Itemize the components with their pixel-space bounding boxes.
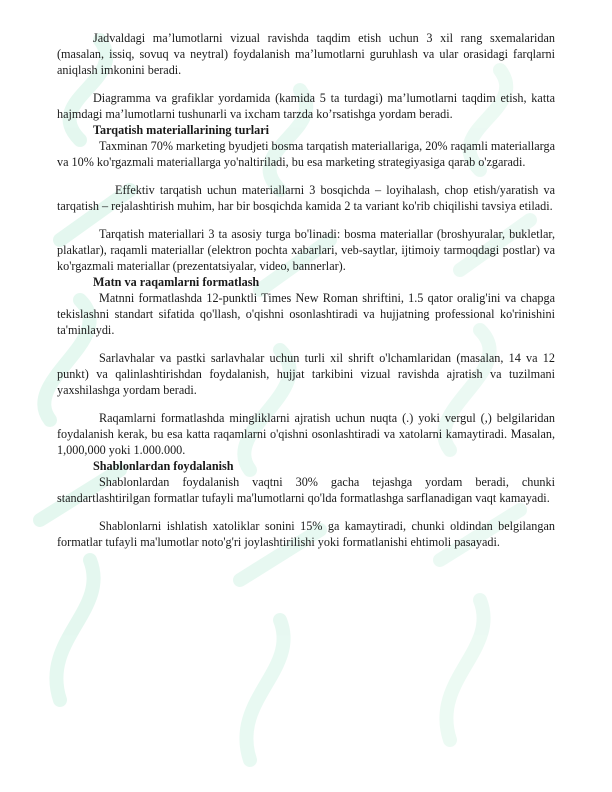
heading-handout-types: Tarqatish materiallarining turlari	[93, 123, 270, 137]
heading-text-number-formatting: Matn va raqamlarni formatlash	[93, 275, 260, 289]
paragraph-heading-sizes: Sarlavhalar va pastki sarlavhalar uchun turli xil shrift o'lchamlaridan (masalan, 14 va 12 punkt) va qalinlashtirishdan foydalanish, hujjat tarkibini vizual ravishda ajratish va tuzilmani yaxshilashga yordam beradi.	[57, 351, 555, 397]
heading-templates: Shablonlardan foydalanish	[93, 459, 234, 473]
paragraph-material-types: Tarqatish materiallari 3 ta asosiy turga bo'linadi: bosma materiallar (broshyuralar, bukletlar, plakatlar), raqamli materiallar (elektron pochta xabarlari, veb-saytlar, ijtimoiy tarmoqdagi postlar) va ko'rgazmali materiallar (prezentatsiyalar, video, bannerlar).	[57, 227, 555, 273]
paragraph-color-schemes: Jadvaldagi ma’lumotlarni vizual ravishda taqdim etish uchun 3 xil rang sxemalaridan (masalan, issiq, sovuq va neytral) foydalanish ma’lumotlarni guruhlash va ular orasidagi farqlarni aniqlash imkonini beradi.	[57, 31, 555, 77]
paragraph-marketing-budget: Taxminan 70% marketing byudjeti bosma tarqatish materiallariga, 20% raqamli materiallarga va 10% ko'rgazmali materiallarga yo'naltiriladi, bu esa marketing strategiyasiga qarab o'zgaradi.	[57, 139, 555, 169]
paragraph-distribution-stages: Effektiv tarqatish uchun materiallarni 3 bosqichda – loyihalash, chop etish/yaratish va tarqatish – rejalashtirish muhim, har bir bosqichda kamida 2 ta variant ko'rib chiqilishi tavsiya etiladi.	[57, 183, 555, 213]
paragraph-templates-time: Shablonlardan foydalanish vaqtni 30% gacha tejashga yordam beradi, chunki standartlashtirilgan formatlar tufayli ma'lumotlarni qo'lda formatlashga sarflanadigan vaqt kamayadi.	[57, 475, 555, 505]
document-body	[57, 30, 555, 550]
paragraph-diagrams: Diagramma va grafiklar yordamida (kamida 5 ta turdagi) ma’lumotlarni taqdim etish, katta hajmdagi ma’lumotlarni tushunarli va ixcham tarzda ko’rsatishga yordam beradi.	[57, 91, 555, 121]
paragraph-number-formatting: Raqamlarni formatlashda mingliklarni ajratish uchun nuqta (.) yoki vergul (,) belgilaridan foydalanish kerak, bu esa katta raqamlarni o'qishni osonlashtiradi va xatolarni kamaytiradi. Masalan, 1,000,000 yoki 1.000.000.	[57, 411, 555, 457]
paragraph-templates-errors: Shablonlarni ishlatish xatoliklar sonini 15% ga kamaytiradi, chunki oldindan belgilangan formatlar tufayli ma'lumotlar noto'g'ri joylashtirilishi yoki formatlanishi ehtimoli pasayadi.	[57, 519, 555, 549]
paragraph-text-formatting: Matnni formatlashda 12-punktli Times New Roman shriftini, 1.5 qator oralig'ini va chapga tekislashni standart sifatida qo'llash, o'qishni osonlashtiradi va hujjatning professional ko'rinishini ta'minlaydi.	[57, 291, 555, 337]
